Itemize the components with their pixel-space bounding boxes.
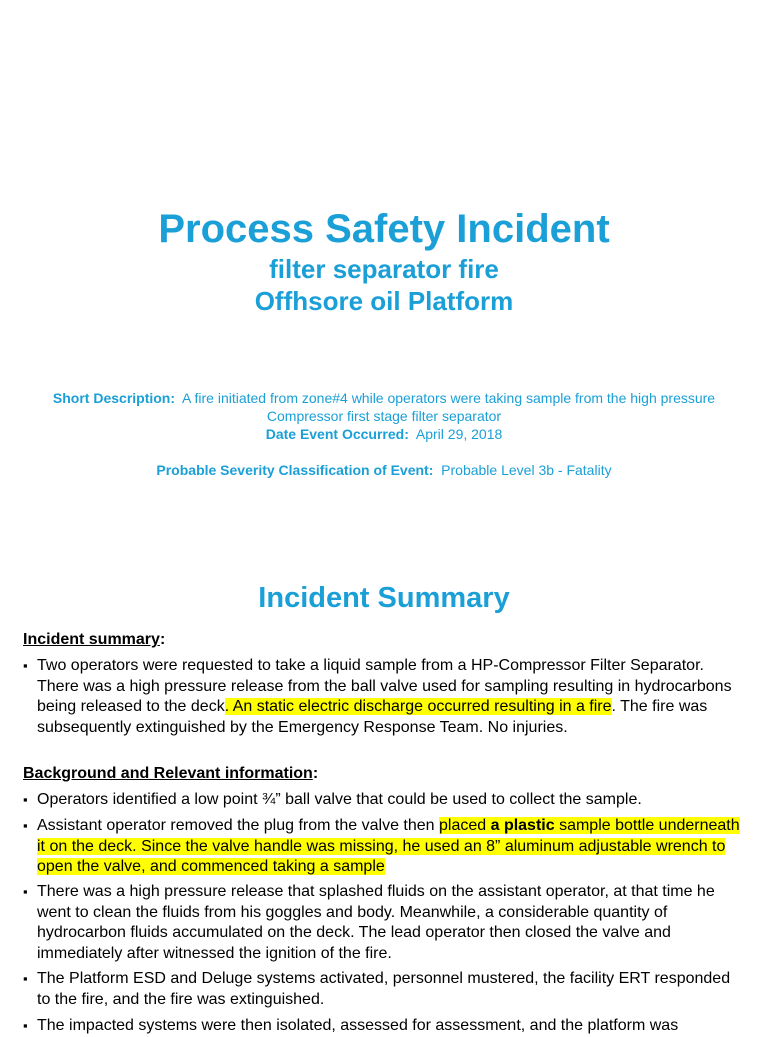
list-item-text: The impacted systems were then isolated, assessed for assessment, and the platform was	[37, 1017, 679, 1034]
text-run: placed	[439, 817, 491, 834]
section-colon: :	[159, 631, 166, 648]
bullet-square-icon: ▪	[23, 884, 28, 899]
bullet-square-icon: ▪	[23, 1018, 28, 1033]
text-run: sample bottle underneath it on the deck. Since the valve handle was missing, he used an 8” aluminum adjustable wrench to open the valve, and commenced taking a sample	[37, 817, 740, 875]
section-incident-summary-label: Incident summary	[23, 631, 160, 648]
page-title: Process Safety Incident	[158, 207, 610, 251]
list-item-text	[37, 816, 743, 878]
bold-text: a plastic	[490, 817, 555, 834]
list-item-text: The Platform ESD and Deluge systems activated, personnel mustered, the facility ERT responded to the fire, and the fire was extinguished.	[37, 970, 731, 1008]
text-run: Assistant operator removed the plug from the valve then	[37, 817, 439, 834]
list-item-text: There was a high pressure release that splashed fluids on the assistant operator, at that time he went to clean the fluids from his goggles and body. Meanwhile, a considerable quantity of hydrocarbon fluids accumulated on the deck. The lead operator then closed the valve and immediately after witnessed the ignition of the fire.	[37, 883, 715, 962]
list-item	[23, 1016, 743, 1037]
highlighted-text: . An static electric discharge occurred resulting in a fire	[224, 698, 612, 715]
bullet-square-icon: ▪	[23, 792, 28, 807]
list-item	[23, 969, 743, 1010]
severity-label: Probable Severity Classification of Event:	[156, 462, 434, 478]
date-occurred	[0, 425, 768, 443]
list-item	[23, 882, 743, 964]
subtitle-location: Offhsore oil Platform	[254, 286, 514, 316]
section-background-label: Background and Relevant information	[23, 765, 313, 782]
date-value: April 29, 2018	[415, 426, 503, 442]
subtitle-incident-type: filter separator fire	[269, 254, 499, 284]
section-incident-summary-heading	[23, 630, 165, 651]
list-item	[23, 816, 743, 878]
list-item-text: Operators identified a low point ¾” ball valve that could be used to collect the sample.	[37, 791, 642, 808]
date-label: Date Event Occurred:	[265, 426, 409, 442]
list-item	[23, 790, 743, 811]
incident-summary-heading: Incident Summary	[258, 582, 510, 614]
severity-classification	[0, 461, 768, 479]
list-item-text	[37, 656, 743, 738]
short-description-text: A fire initiated from zone#4 while operators were taking sample from the high pressure Compressor first stage filter separator	[182, 390, 716, 424]
short-description	[20, 389, 748, 425]
bullet-square-icon: ▪	[23, 971, 28, 986]
text-run: . The fire was subsequently extinguished by the Emergency Response Team. No injuries.	[37, 698, 708, 736]
bullet-square-icon: ▪	[23, 658, 28, 673]
section-colon: :	[312, 765, 319, 782]
severity-value: Probable Level 3b - Fatality	[441, 462, 612, 478]
text-run: Two operators were requested to take a liquid sample from a HP-Compressor Filter Separator. There was a high pressure release from the ball valve used for sampling resulting in hydrocarbons being released to the deck	[37, 657, 732, 715]
section-background-heading	[23, 764, 318, 785]
short-description-label: Short Description:	[52, 390, 176, 406]
bullet-square-icon: ▪	[23, 818, 28, 833]
list-item	[23, 656, 743, 738]
